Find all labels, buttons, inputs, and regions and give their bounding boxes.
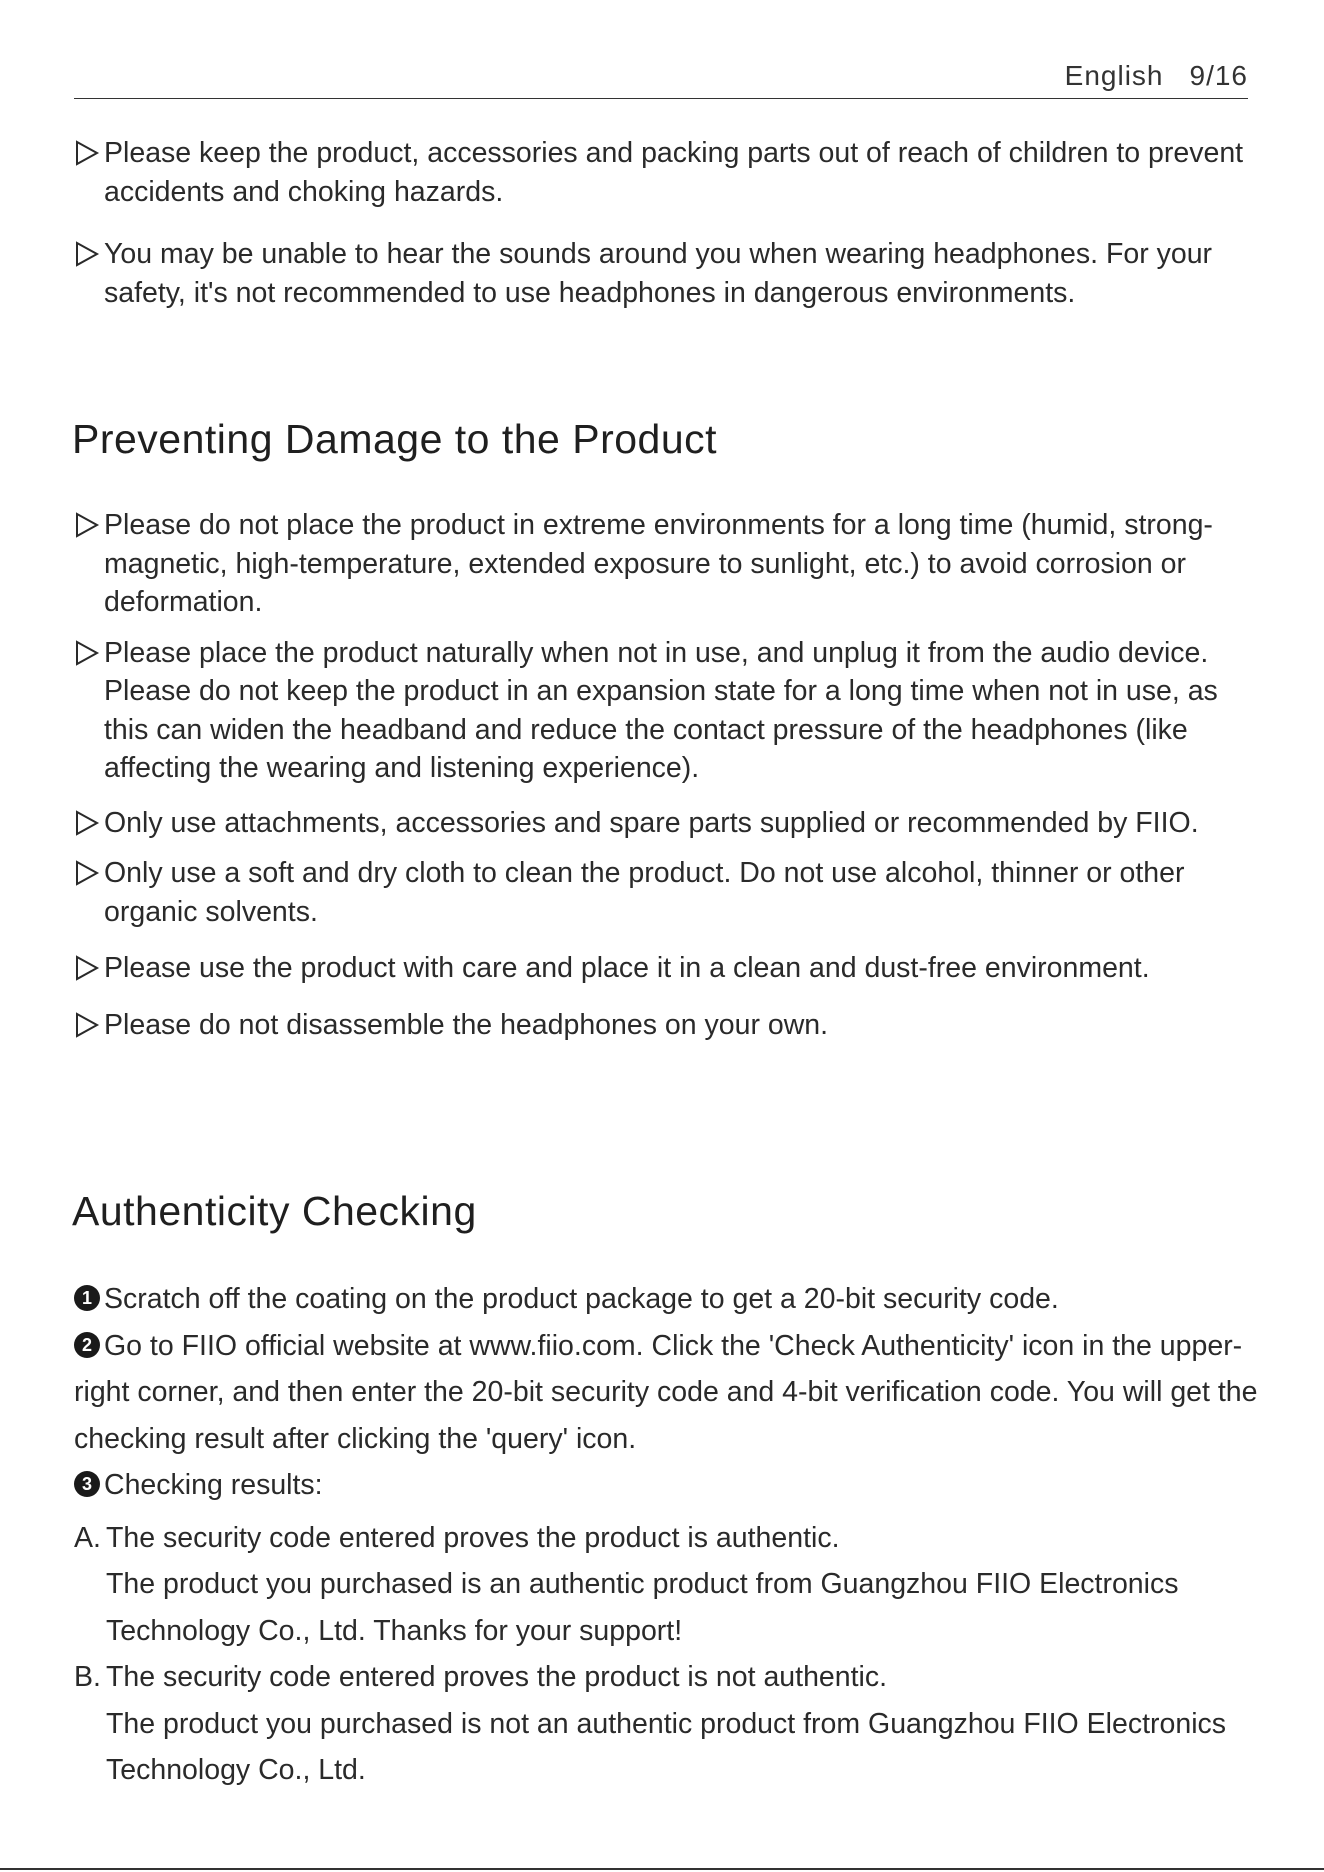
triangle-bullet-icon (74, 949, 104, 981)
bullet-text: Please keep the product, accessories and packing parts out of reach of children to prevent accidents and choking hazards. (104, 137, 1244, 208)
result-heading: The security code entered proves the product is authentic. (106, 1521, 840, 1554)
bottom-divider (0, 1868, 1324, 1870)
step-number-icon: 2 (74, 1332, 100, 1358)
result-heading: The security code entered proves the product is not authentic. (106, 1661, 888, 1693)
step-item (74, 1276, 1264, 1323)
result-letter: B. (74, 1661, 101, 1693)
section-title-authenticity: Authenticity Checking (72, 1188, 477, 1234)
triangle-bullet-icon (74, 506, 104, 538)
list-item (74, 134, 1264, 211)
list-item (74, 506, 1264, 622)
list-item (74, 634, 1264, 788)
list-item (74, 1006, 1264, 1045)
triangle-bullet-icon (74, 1006, 104, 1038)
result-b (74, 1654, 1264, 1794)
intro-bullet-list (74, 134, 1264, 312)
triangle-bullet-icon (74, 634, 104, 666)
step-text-wrap (74, 1323, 1264, 1463)
damage-bullet-list (74, 506, 1264, 1044)
step-item (74, 1323, 1264, 1463)
result-body: The product you purchased is not an authentic product from Guangzhou FIIO Electronics Technology Co., Ltd. (106, 1707, 1227, 1786)
bullet-text: Only use a soft and dry cloth to clean the product. Do not use alcohol, thinner or other organic solvents. (104, 857, 1185, 928)
bullet-text: Only use attachments, accessories and spare parts supplied or recommended by FIIO. (104, 806, 1199, 839)
page-header (74, 54, 1248, 99)
list-item (74, 235, 1264, 312)
step-text: Scratch off the coating on the product package to get a 20-bit security code. (104, 1283, 1059, 1315)
language-label: English (1064, 60, 1164, 91)
result-a (74, 1515, 1264, 1655)
step-text: Go to FIIO official website at www.fiio.com. Click the 'Check Authenticity' icon in the upper-right corner, and then enter the 20-bit security code and 4-bit verification code. You will get the checking result after clicking the 'query' icon. (74, 1329, 1258, 1455)
page-number: 9/16 (1189, 60, 1248, 91)
step-item (74, 1462, 1264, 1509)
result-letter: A. (74, 1521, 101, 1554)
triangle-bullet-icon (74, 804, 104, 836)
bullet-text: Please place the product naturally when not in use, and unplug it from the audio device. Please do not keep the product in an expansion state for a long time when not in use, as this can widen the headband and reduce the contact pressure of the headphones (like affecting the wearing and listening experience). (104, 636, 1218, 784)
list-item (74, 949, 1264, 988)
triangle-bullet-icon (74, 235, 104, 267)
step-text: Checking results: (104, 1469, 323, 1501)
bullet-text: Please do not disassemble the headphones on your own. (104, 1008, 829, 1041)
triangle-bullet-icon (74, 134, 104, 166)
step-number-icon: 1 (74, 1285, 100, 1311)
bullet-text: Please do not place the product in extreme environments for a long time (humid, strong-magnetic, high-temperature, extended exposure to sunlight, etc.) to avoid corrosion or deformation. (104, 509, 1213, 618)
bullet-text: Please use the product with care and place it in a clean and dust-free environment. (104, 952, 1150, 984)
triangle-bullet-icon (74, 854, 104, 886)
list-item (74, 854, 1264, 931)
result-body: The product you purchased is an authentic product from Guangzhou FIIO Electronics Technology Co., Ltd. Thanks for your support! (106, 1568, 1179, 1647)
list-item (74, 804, 1264, 843)
bullet-text: You may be unable to hear the sounds around you when wearing headphones. For your safety, it's not recommended to use headphones in dangerous environments. (104, 238, 1213, 309)
section-title-damage: Preventing Damage to the Product (72, 416, 718, 462)
step-number-icon: 3 (74, 1471, 100, 1497)
authenticity-content (74, 1276, 1264, 1794)
